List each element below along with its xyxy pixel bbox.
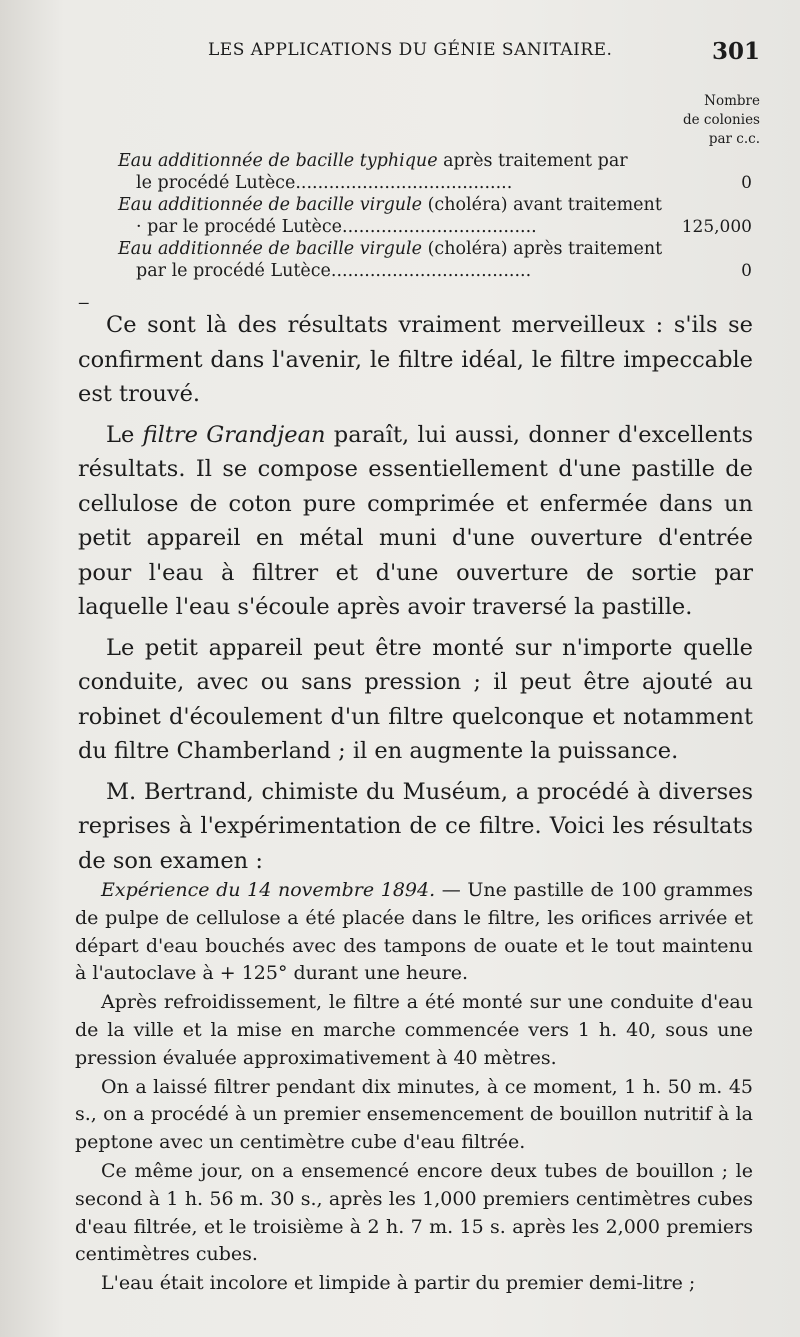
paragraph: Après refroidissement, le filtre a été monté sur une conduite d'eau de la ville et la mise en marche commencée vers 1 h. 40, sous une pression évaluée approximativement à 40 mètres.: [75, 991, 753, 1069]
row-method: · par le procédé Lutèce...................................: [136, 217, 537, 237]
row-condition: (choléra) avant traitement: [422, 195, 662, 215]
row-subject: Eau additionnée de bacille virgule: [118, 239, 423, 259]
row-description: [118, 238, 758, 260]
paragraph: [75, 877, 753, 988]
table-row: [118, 150, 758, 194]
row-value: 125,000: [681, 217, 752, 237]
table-row: [118, 238, 758, 282]
row-condition: (choléra) après traitement: [422, 239, 663, 259]
paragraph: [78, 418, 753, 625]
paragraph: Ce sont là des résultats vraiment merveilleux : s'ils se confirment dans l'avenir, le filtre idéal, le filtre impeccable est trouvé.: [78, 312, 753, 407]
page-number: 301: [712, 38, 761, 65]
paragraph: On a laissé filtrer pendant dix minutes, à ce moment, 1 h. 50 m. 45 s., on a procédé à un premier ensemencement de bouillon nutritif à la peptone avec un centimètre cube d'eau filtrée.: [75, 1075, 753, 1154]
row-subject: Eau additionnée de bacille virgule: [118, 195, 423, 215]
results-table: [118, 150, 758, 282]
filter-name: filtre Grandjean: [142, 421, 326, 448]
paragraph: M. Bertrand, chimiste du Muséum, a procédé à diverses reprises à l'expérimentation de ce filtre. Voici les résultats de son examen :: [78, 778, 753, 874]
table-column-header: [670, 92, 760, 149]
row-subject: Eau additionnée de bacille typhique: [118, 151, 438, 171]
running-title: LES APPLICATIONS DU GÉNIE SANITAIRE.: [208, 40, 613, 60]
row-description: [118, 194, 758, 216]
column-header-line: par c.c.: [708, 131, 760, 147]
margin-mark: ‒: [78, 292, 90, 313]
column-header-line: Nombre: [704, 93, 760, 109]
experiment-report: [75, 877, 753, 1299]
row-method: le procédé Lutèce.......................................: [136, 173, 513, 193]
row-description: [118, 150, 758, 172]
row-method: par le procédé Lutèce....................................: [136, 261, 532, 281]
row-value: 0: [741, 261, 752, 281]
row-condition: après traitement par: [437, 151, 628, 171]
paragraph: L'eau était incolore et limpide à partir du premier demi-litre ;: [101, 1272, 696, 1295]
paragraph-lead: Le: [106, 421, 143, 448]
column-header-line: de colonies: [683, 112, 760, 128]
table-row: [118, 194, 758, 238]
paragraph: Le petit appareil peut être monté sur n'importe quelle conduite, avec ou sans pression ; il peut être ajouté au robinet d'écoulement d'un filtre quelconque et notamment du filtre Chamberland ; il en augmente la puissance.: [78, 634, 753, 764]
paragraph-rest: paraît, lui aussi, donner d'excellents résultats. Il se compose essentiellement d'une pastille de cellulose de coton pure comprimée et enfermée dans un petit appareil en métal muni d'une ouverture d'entrée pour l'eau à filtrer et d'une ouverture de sortie par laquelle l'eau s'écoule après avoir traversé la pastille.: [78, 421, 753, 620]
paragraph: Ce même jour, on a ensemencé encore deux tubes de bouillon ; le second à 1 h. 56 m. 30 s., après les 1,000 premiers centimètres cubes d'eau filtrée, et le troisième à 2 h. 7 m. 15 s. après les 2,000 premiers centimètres cubes.: [75, 1159, 753, 1266]
paragraph-rest: — Une pastille de 100 grammes de pulpe de cellulose a été placée dans le filtre, les orifices arrivée et départ d'eau bouchés avec des tampons de ouate et le tout maintenu à l'autoclave à + 125° durant une heure.: [75, 879, 753, 985]
row-value: 0: [741, 173, 752, 193]
experiment-title: Expérience du 14 novembre 1894.: [101, 879, 436, 901]
body-text: [78, 308, 753, 884]
